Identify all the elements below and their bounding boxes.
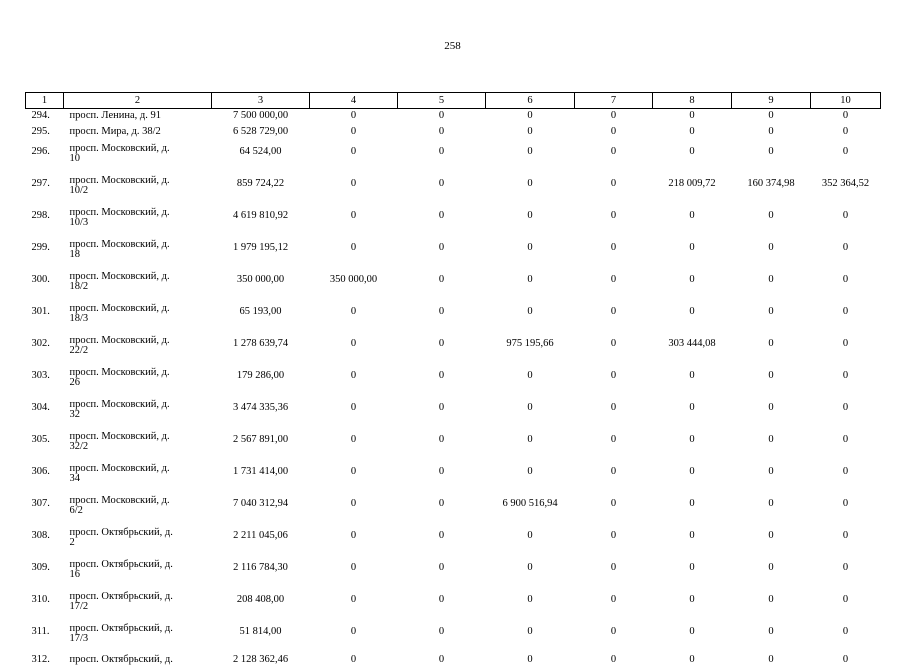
value-cell-c4: 0 [310, 621, 398, 653]
row-number: 309. [26, 557, 64, 589]
value-cell-c9: 0 [732, 301, 811, 333]
table-row [26, 461, 881, 493]
value-cell-c5: 0 [398, 269, 486, 301]
address-cell [64, 333, 212, 365]
value-cell-c6: 0 [486, 589, 575, 621]
address-cell [64, 621, 212, 653]
address-line-house: 26 [70, 378, 212, 388]
value-cell-c6: 0 [486, 557, 575, 589]
row-number: 311. [26, 621, 64, 653]
value-cell-c5: 0 [398, 125, 486, 141]
value-cell-c5: 0 [398, 493, 486, 525]
value-cell-c3: 6 528 729,00 [212, 125, 310, 141]
address-line: просп. Московский, д. [70, 495, 170, 506]
value-cell-c3: 51 814,00 [212, 621, 310, 653]
value-cell-c6: 0 [486, 301, 575, 333]
value-cell-c3: 2 567 891,00 [212, 429, 310, 461]
row-number: 301. [26, 301, 64, 333]
value-cell-c5: 0 [398, 621, 486, 653]
value-cell-c7: 0 [575, 429, 653, 461]
value-cell-c9: 0 [732, 493, 811, 525]
value-cell-c4: 0 [310, 125, 398, 141]
value-cell-c10: 0 [811, 365, 881, 397]
table-row [26, 429, 881, 461]
value-cell-c7: 0 [575, 653, 653, 669]
value-cell-c7: 0 [575, 333, 653, 365]
value-cell-c5: 0 [398, 653, 486, 669]
address-cell [64, 429, 212, 461]
address-line: просп. Мира, д. 38/2 [70, 126, 161, 137]
value-cell-c7: 0 [575, 525, 653, 557]
value-cell-c5: 0 [398, 301, 486, 333]
address-line: просп. Московский, д. [70, 431, 170, 442]
table-row [26, 301, 881, 333]
address-line: просп. Московский, д. [70, 271, 170, 282]
table-row [26, 173, 881, 205]
value-cell-c8: 0 [653, 525, 732, 557]
address-cell [64, 397, 212, 429]
address-cell [64, 173, 212, 205]
value-cell-c5: 0 [398, 461, 486, 493]
value-cell-c9: 0 [732, 557, 811, 589]
value-cell-c7: 0 [575, 125, 653, 141]
row-number: 300. [26, 269, 64, 301]
value-cell-c4: 0 [310, 429, 398, 461]
column-header: 6 [486, 93, 575, 109]
address-line-house: 18/3 [70, 314, 212, 324]
value-cell-c7: 0 [575, 493, 653, 525]
address-cell [64, 557, 212, 589]
address-line-house: 10/2 [70, 186, 212, 196]
value-cell-c9: 0 [732, 125, 811, 141]
row-number: 295. [26, 125, 64, 141]
column-header: 8 [653, 93, 732, 109]
value-cell-c4: 0 [310, 493, 398, 525]
value-cell-c6: 975 195,66 [486, 333, 575, 365]
address-cell [64, 589, 212, 621]
value-cell-c5: 0 [398, 397, 486, 429]
value-cell-c3: 2 128 362,46 [212, 653, 310, 669]
value-cell-c6: 0 [486, 173, 575, 205]
table-row [26, 621, 881, 653]
value-cell-c10: 0 [811, 589, 881, 621]
value-cell-c6: 0 [486, 621, 575, 653]
value-cell-c7: 0 [575, 365, 653, 397]
row-number: 294. [26, 109, 64, 126]
value-cell-c9: 0 [732, 109, 811, 126]
address-line-house: 22/2 [70, 346, 212, 356]
value-cell-c7: 0 [575, 301, 653, 333]
value-cell-c3: 7 040 312,94 [212, 493, 310, 525]
row-number: 299. [26, 237, 64, 269]
value-cell-c5: 0 [398, 525, 486, 557]
address-line: просп. Московский, д. [70, 175, 170, 186]
address-line: просп. Октябрьский, д. [70, 527, 173, 538]
value-cell-c3: 179 286,00 [212, 365, 310, 397]
value-cell-c10: 0 [811, 205, 881, 237]
header-row [26, 93, 881, 109]
row-number: 304. [26, 397, 64, 429]
value-cell-c3: 1 731 414,00 [212, 461, 310, 493]
address-line: просп. Московский, д. [70, 463, 170, 474]
value-cell-c6: 0 [486, 525, 575, 557]
address-cell [64, 301, 212, 333]
table-row [26, 525, 881, 557]
row-number: 312. [26, 653, 64, 669]
value-cell-c8: 0 [653, 269, 732, 301]
value-cell-c3: 2 116 784,30 [212, 557, 310, 589]
value-cell-c10: 0 [811, 557, 881, 589]
value-cell-c6: 0 [486, 461, 575, 493]
value-cell-c10: 0 [811, 429, 881, 461]
value-cell-c9: 160 374,98 [732, 173, 811, 205]
value-cell-c10: 0 [811, 301, 881, 333]
value-cell-c9: 0 [732, 333, 811, 365]
value-cell-c4: 0 [310, 525, 398, 557]
address-line-house: 17/2 [70, 602, 212, 612]
value-cell-c6: 0 [486, 141, 575, 173]
address-cell [64, 493, 212, 525]
address-line: просп. Московский, д. [70, 303, 170, 314]
value-cell-c7: 0 [575, 205, 653, 237]
value-cell-c9: 0 [732, 269, 811, 301]
value-cell-c4: 0 [310, 205, 398, 237]
table-row [26, 557, 881, 589]
value-cell-c4: 0 [310, 237, 398, 269]
value-cell-c7: 0 [575, 621, 653, 653]
address-line: просп. Московский, д. [70, 367, 170, 378]
table-row [26, 493, 881, 525]
value-cell-c8: 0 [653, 461, 732, 493]
value-cell-c6: 0 [486, 429, 575, 461]
value-cell-c9: 0 [732, 141, 811, 173]
column-header: 2 [64, 93, 212, 109]
value-cell-c6: 0 [486, 365, 575, 397]
address-line-house: 32 [70, 410, 212, 420]
value-cell-c6: 0 [486, 397, 575, 429]
value-cell-c8: 0 [653, 493, 732, 525]
value-cell-c5: 0 [398, 365, 486, 397]
column-header: 1 [26, 93, 64, 109]
value-cell-c8: 0 [653, 621, 732, 653]
value-cell-c8: 218 009,72 [653, 173, 732, 205]
value-cell-c4: 0 [310, 589, 398, 621]
address-cell [64, 141, 212, 173]
value-cell-c8: 0 [653, 237, 732, 269]
value-cell-c4: 0 [310, 141, 398, 173]
value-cell-c8: 0 [653, 301, 732, 333]
value-cell-c6: 0 [486, 109, 575, 126]
table-row [26, 109, 881, 126]
row-number: 296. [26, 141, 64, 173]
address-line-house: 10/3 [70, 218, 212, 228]
address-cell [64, 653, 212, 669]
value-cell-c7: 0 [575, 109, 653, 126]
row-number: 305. [26, 429, 64, 461]
value-cell-c3: 1 979 195,12 [212, 237, 310, 269]
row-number: 298. [26, 205, 64, 237]
address-cell [64, 269, 212, 301]
table-row [26, 589, 881, 621]
value-cell-c10: 0 [811, 333, 881, 365]
value-cell-c6: 0 [486, 269, 575, 301]
value-cell-c8: 0 [653, 141, 732, 173]
address-line-house: 18 [70, 250, 212, 260]
value-cell-c9: 0 [732, 397, 811, 429]
value-cell-c9: 0 [732, 205, 811, 237]
value-cell-c8: 303 444,08 [653, 333, 732, 365]
value-cell-c5: 0 [398, 205, 486, 237]
value-cell-c7: 0 [575, 237, 653, 269]
value-cell-c9: 0 [732, 429, 811, 461]
address-line-house: 32/2 [70, 442, 212, 452]
row-number: 308. [26, 525, 64, 557]
address-cell [64, 205, 212, 237]
row-number: 303. [26, 365, 64, 397]
row-number: 302. [26, 333, 64, 365]
value-cell-c4: 0 [310, 461, 398, 493]
address-line-house: 34 [70, 474, 212, 484]
table-row [26, 125, 881, 141]
value-cell-c9: 0 [732, 237, 811, 269]
value-cell-c8: 0 [653, 653, 732, 669]
value-cell-c5: 0 [398, 333, 486, 365]
address-line-house: 10 [70, 154, 212, 164]
value-cell-c7: 0 [575, 173, 653, 205]
value-cell-c10: 0 [811, 397, 881, 429]
value-cell-c4: 0 [310, 109, 398, 126]
address-cell [64, 461, 212, 493]
value-cell-c8: 0 [653, 365, 732, 397]
value-cell-c7: 0 [575, 557, 653, 589]
address-line: просп. Ленина, д. 91 [70, 110, 161, 121]
value-cell-c4: 0 [310, 653, 398, 669]
address-line-house: 18/2 [70, 282, 212, 292]
value-cell-c5: 0 [398, 237, 486, 269]
value-cell-c9: 0 [732, 365, 811, 397]
table-row [26, 397, 881, 429]
value-cell-c4: 0 [310, 557, 398, 589]
value-cell-c10: 0 [811, 109, 881, 126]
table-row [26, 269, 881, 301]
address-cell [64, 109, 212, 126]
value-cell-c8: 0 [653, 557, 732, 589]
value-cell-c3: 3 474 335,36 [212, 397, 310, 429]
value-cell-c8: 0 [653, 109, 732, 126]
value-cell-c7: 0 [575, 589, 653, 621]
value-cell-c8: 0 [653, 429, 732, 461]
value-cell-c6: 6 900 516,94 [486, 493, 575, 525]
table-row [26, 141, 881, 173]
value-cell-c10: 352 364,52 [811, 173, 881, 205]
row-number: 307. [26, 493, 64, 525]
address-line: просп. Октябрьский, д. [70, 623, 173, 634]
address-line: просп. Московский, д. [70, 399, 170, 410]
address-cell [64, 365, 212, 397]
value-cell-c8: 0 [653, 589, 732, 621]
data-table [25, 92, 881, 669]
table-row [26, 205, 881, 237]
value-cell-c3: 208 408,00 [212, 589, 310, 621]
address-line-house: 2 [70, 538, 212, 548]
address-line: просп. Октябрьский, д. [70, 591, 173, 602]
value-cell-c10: 0 [811, 493, 881, 525]
column-header: 3 [212, 93, 310, 109]
table-body [26, 109, 881, 669]
row-number: 310. [26, 589, 64, 621]
address-line: просп. Московский, д. [70, 335, 170, 346]
value-cell-c3: 350 000,00 [212, 269, 310, 301]
column-header: 7 [575, 93, 653, 109]
address-line: просп. Московский, д. [70, 239, 170, 250]
column-header: 10 [811, 93, 881, 109]
address-cell [64, 125, 212, 141]
value-cell-c10: 0 [811, 141, 881, 173]
value-cell-c10: 0 [811, 461, 881, 493]
page-number: 258 [0, 40, 905, 52]
address-cell [64, 525, 212, 557]
value-cell-c6: 0 [486, 653, 575, 669]
value-cell-c6: 0 [486, 205, 575, 237]
value-cell-c4: 350 000,00 [310, 269, 398, 301]
address-line-house: 16 [70, 570, 212, 580]
value-cell-c7: 0 [575, 141, 653, 173]
value-cell-c5: 0 [398, 141, 486, 173]
row-number: 297. [26, 173, 64, 205]
address-line: просп. Октябрьский, д. [70, 654, 173, 665]
table-row [26, 333, 881, 365]
value-cell-c5: 0 [398, 589, 486, 621]
address-line-house: 17/3 [70, 634, 212, 644]
column-header: 5 [398, 93, 486, 109]
value-cell-c9: 0 [732, 589, 811, 621]
value-cell-c7: 0 [575, 461, 653, 493]
value-cell-c8: 0 [653, 125, 732, 141]
address-line-house: 6/2 [70, 506, 212, 516]
address-line: просп. Московский, д. [70, 207, 170, 218]
table-row [26, 365, 881, 397]
value-cell-c10: 0 [811, 237, 881, 269]
value-cell-c7: 0 [575, 397, 653, 429]
address-line: просп. Октябрьский, д. [70, 559, 173, 570]
value-cell-c3: 65 193,00 [212, 301, 310, 333]
value-cell-c9: 0 [732, 461, 811, 493]
value-cell-c4: 0 [310, 333, 398, 365]
value-cell-c5: 0 [398, 173, 486, 205]
value-cell-c10: 0 [811, 125, 881, 141]
column-header: 9 [732, 93, 811, 109]
value-cell-c5: 0 [398, 109, 486, 126]
value-cell-c4: 0 [310, 365, 398, 397]
value-cell-c8: 0 [653, 397, 732, 429]
value-cell-c10: 0 [811, 653, 881, 669]
value-cell-c4: 0 [310, 173, 398, 205]
value-cell-c7: 0 [575, 269, 653, 301]
value-cell-c3: 7 500 000,00 [212, 109, 310, 126]
value-cell-c6: 0 [486, 125, 575, 141]
value-cell-c4: 0 [310, 301, 398, 333]
column-header: 4 [310, 93, 398, 109]
table-row [26, 237, 881, 269]
address-cell [64, 237, 212, 269]
value-cell-c5: 0 [398, 557, 486, 589]
value-cell-c10: 0 [811, 269, 881, 301]
value-cell-c9: 0 [732, 525, 811, 557]
value-cell-c4: 0 [310, 397, 398, 429]
value-cell-c8: 0 [653, 205, 732, 237]
value-cell-c3: 4 619 810,92 [212, 205, 310, 237]
row-number: 306. [26, 461, 64, 493]
table-row [26, 653, 881, 669]
value-cell-c10: 0 [811, 525, 881, 557]
value-cell-c3: 64 524,00 [212, 141, 310, 173]
value-cell-c10: 0 [811, 621, 881, 653]
value-cell-c9: 0 [732, 621, 811, 653]
value-cell-c3: 859 724,22 [212, 173, 310, 205]
address-line: просп. Московский, д. [70, 143, 170, 154]
value-cell-c5: 0 [398, 429, 486, 461]
value-cell-c3: 1 278 639,74 [212, 333, 310, 365]
value-cell-c9: 0 [732, 653, 811, 669]
value-cell-c6: 0 [486, 237, 575, 269]
value-cell-c3: 2 211 045,06 [212, 525, 310, 557]
